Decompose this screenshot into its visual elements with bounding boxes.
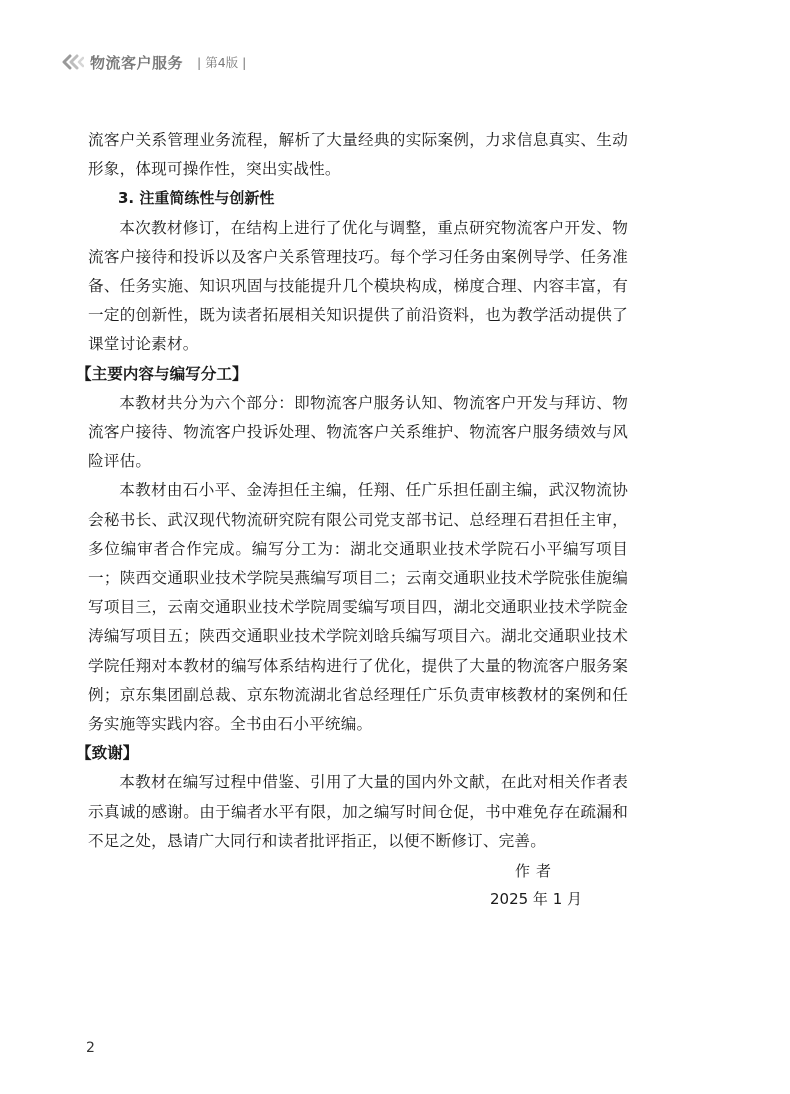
section-heading-main-content: 【主要内容与编写分工】 (76, 364, 248, 383)
paragraph-revision: 本次教材修订，在结构上进行了优化与调整，重点研究物流客户开发、物流客户接待和投诉以及客户关系管理技巧。每个学习任务由案例导学、任务准备、任务实施、知识巩固与技能提升几个模块构成，梯度合理、内容丰富，有一定的创新性，既为读者拓展相关知识提供了前沿资料，也为教学活动提供了课堂讨论素材。 (88, 218, 628, 354)
running-header (62, 50, 246, 74)
page-body (76, 126, 628, 856)
paragraph-thanks: 本教材在编写过程中借鉴、引用了大量的国内外文献，在此对相关作者表示真诚的感谢。由于编者水平有限，加之编写时间仓促，书中难免存在疏漏和不足之处，恳请广大同行和读者批评指正，以便不断修订、完善。 (88, 773, 628, 850)
book-title: 物流客户服务 (90, 53, 184, 72)
edition-label: | 第4版 | (197, 55, 247, 70)
signature-date: 2025 年 1 月 (489, 890, 583, 908)
paragraph-continued: 流客户关系管理业务流程，解析了大量经典的实际案例，力求信息真实、生动形象，体现可操作性，突出实战性。 (88, 131, 628, 179)
subheading-conciseness-innovation: 3. 注重简练性与创新性 (118, 189, 275, 208)
signature-author: 作者 (514, 862, 557, 880)
section-heading-thanks: 【致谢】 (76, 744, 139, 763)
paragraph-authors: 本教材由石小平、金涛担任主编，任翔、任广乐担任副主编，武汉物流协会秘书长、武汉现代物流研究院有限公司党支部书记、总经理石君担任主审，多位编审者合作完成。编写分工为：湖北交通职业技术学院石小平编写项目一；陕西交通职业技术学院吴燕编写项目二；云南交通职业技术学院张佳旎编写项目三，云南交通职业技术学院周雯编写项目四，湖北交通职业技术学院金涛编写项目五；陕西交通职业技术学院刘晗兵编写项目六。湖北交通职业技术学院任翔对本教材的编写体系结构进行了优化，提供了大量的物流客户服务案例；京东集团副总裁、京东物流湖北省总经理任广乐负责审核教材的案例和任务实施等实践内容。全书由石小平统编。 (88, 481, 628, 734)
double-chevron-left-icon (62, 54, 84, 70)
paragraph-parts: 本教材共分为六个部分：即物流客户服务认知、物流客户开发与拜访、物流客户接待、物流客户投诉处理、物流客户关系维护、物流客户服务绩效与风险评估。 (88, 393, 628, 471)
page-number: 2 (86, 1040, 95, 1056)
